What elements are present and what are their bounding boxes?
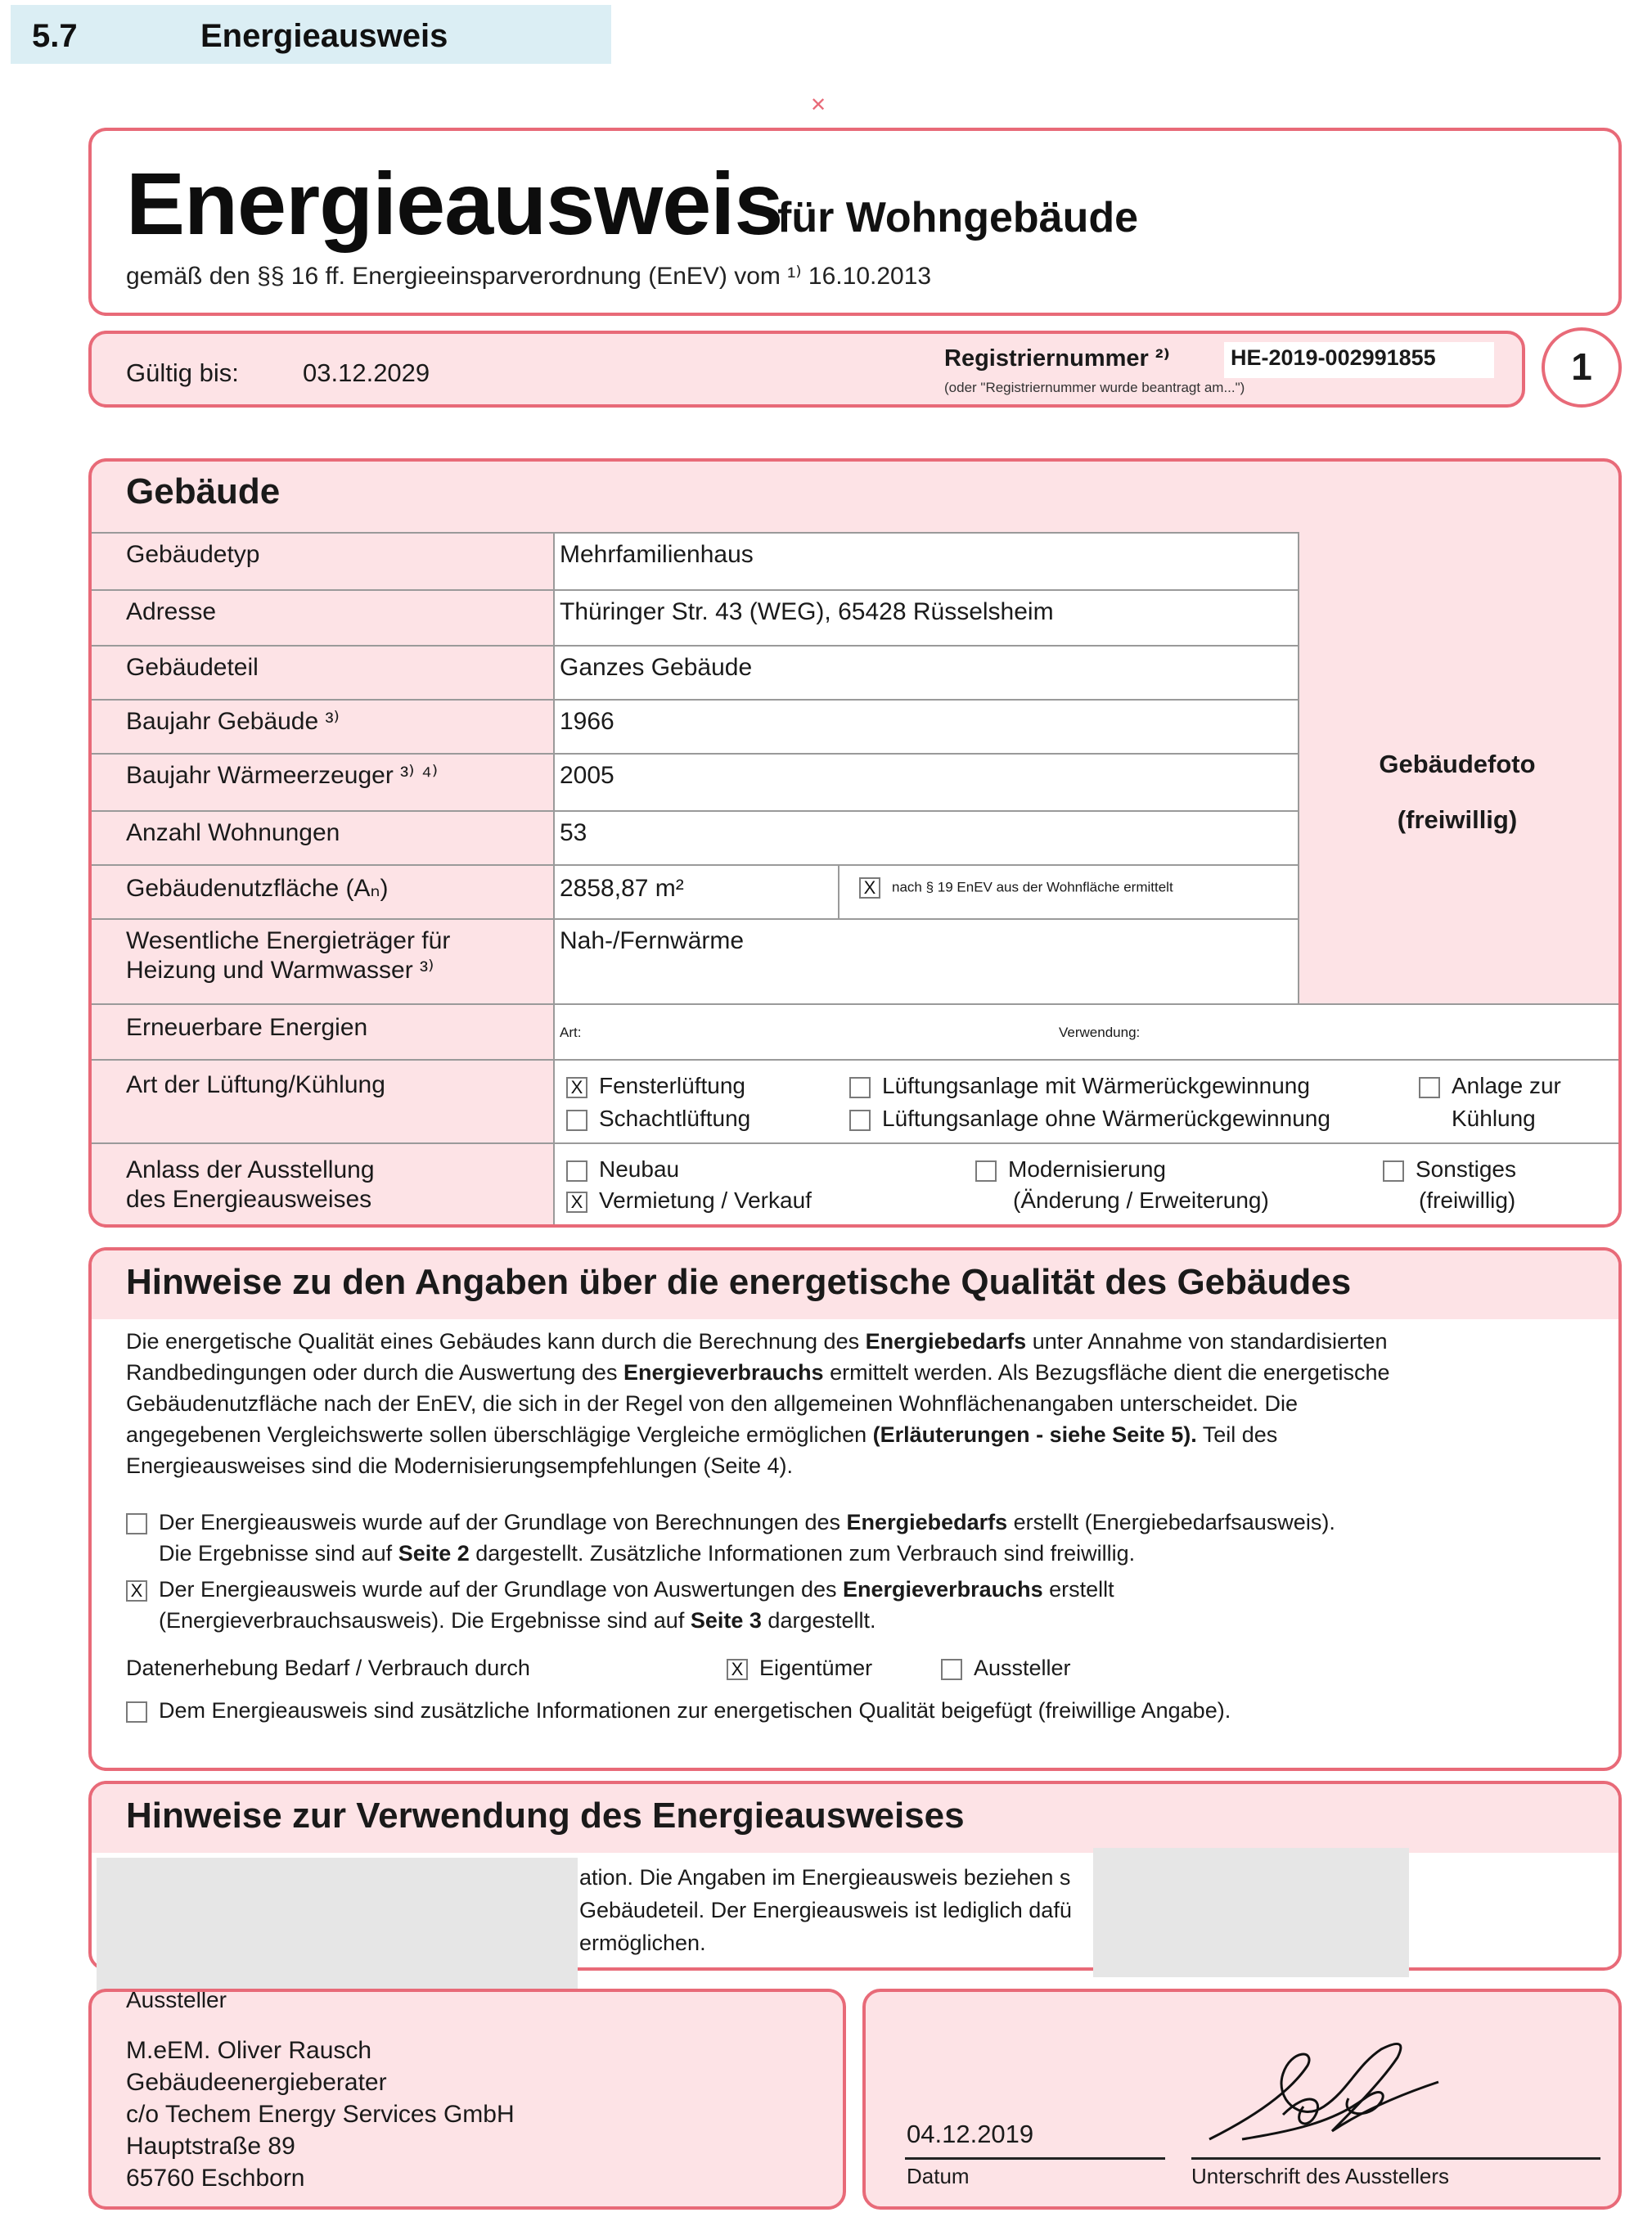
table-row (92, 810, 1298, 846)
vent-window-option[interactable] (566, 1070, 745, 1102)
option-label: Vermietung / Verkauf (599, 1187, 812, 1213)
reason-mod-checkbox[interactable] (975, 1160, 997, 1182)
area-note (859, 877, 1173, 899)
row-label: Gebäudetyp (126, 541, 260, 568)
reason-rent-checkbox[interactable]: X (566, 1192, 587, 1213)
issuer-address (126, 2035, 515, 2194)
option-label: Schachtlüftung (599, 1106, 751, 1131)
signature-box (862, 1989, 1622, 2210)
row-label: Anzahl Wohnungen (126, 819, 340, 846)
row-value: Thüringer Str. 43 (WEG), 65428 Rüsselsheim (560, 598, 1054, 625)
usage-text (579, 1861, 1072, 1959)
building-photo-placeholder (1298, 532, 1617, 1003)
reason-other-option[interactable] (1383, 1154, 1516, 1185)
vent-cooling-option[interactable] (1419, 1070, 1561, 1102)
signature-line (1191, 2157, 1600, 2160)
demand-option-line2: Die Ergebnisse sind auf Seite 2 dargestellt. Zusätzliche Informationen zum Verbrauch sind freiwillig. (159, 1541, 1136, 1566)
reason-label (126, 1156, 375, 1214)
table-row (92, 1142, 1618, 1213)
row-value: 2005 (560, 762, 614, 789)
quality-notes-section (88, 1247, 1622, 1771)
row-label: Baujahr Wärmeerzeuger ³⁾ ⁴⁾ (126, 762, 439, 789)
certificate-title: Energieausweis (126, 154, 783, 253)
consumption-option-line2: (Energieverbrauchsausweis). Die Ergebnisse sind auf Seite 3 dargestellt. (159, 1608, 876, 1633)
date-label: Datum (907, 2164, 970, 2188)
option-label: Fensterlüftung (599, 1073, 745, 1098)
vent-window-checkbox[interactable]: X (566, 1077, 587, 1098)
area-note-text: nach § 19 EnEV aus der Wohnfläche ermittelt (892, 879, 1173, 895)
area-divider (838, 866, 840, 920)
usage-line: Gebäudeteil. Der Energieausweis ist lediglich dafü (579, 1898, 1072, 1922)
row-value: Mehrfamilienhaus (560, 541, 754, 568)
notes-paragraph: Die energetische Qualität eines Gebäudes kann durch die Berechnung des Energiebedarfs unter Annahme von standardisierten Randbedingungen oder durch die Auswertung des Energieverbrauchs ermittelt werden. Als Bezugsfläche dient die energetische Gebäudenutzfläche nach der EnEV, die sich in der Regel von den allgemeinen Wohnflächenangaben unterscheidet. Die angegebenen Vergleichswerte sollen überschlägige Vergleiche ermöglichen (Erläuterungen - siehe Seite 5). Teil des Energieausweises sind die Modernisierungsempfehlungen (Seite 4). (126, 1329, 1390, 1478)
row-value: 1966 (560, 708, 614, 735)
row-value: 2858,87 m² (560, 875, 684, 902)
owner-checkbox[interactable]: X (727, 1659, 748, 1680)
row-value: 53 (560, 819, 587, 846)
ventilation-label: Art der Lüftung/Kühlung (126, 1071, 385, 1098)
extra-info-option[interactable]: Dem Energieausweis sind zusätzliche Informationen zur energetischen Qualität beigefügt (freiwillige Angabe). (126, 1696, 1231, 1726)
photo-optional-label: (freiwillig) (1397, 805, 1518, 834)
vent-cooling-checkbox[interactable] (1419, 1077, 1440, 1098)
reason-new-checkbox[interactable] (566, 1160, 587, 1182)
registration-number: HE-2019-002991855 (1224, 342, 1494, 378)
table-row (92, 645, 1298, 681)
building-table (92, 532, 1618, 1224)
table-row (92, 1003, 1618, 1041)
row-label: Baujahr Gebäude ³⁾ (126, 708, 340, 735)
registration-label: Registriernummer ²⁾ (944, 345, 1170, 372)
section-number: 5.7 (32, 18, 78, 54)
extra-info-checkbox[interactable] (126, 1701, 147, 1723)
renewables-label: Erneuerbare Energien (126, 1014, 368, 1041)
section-title: Energieausweis (200, 18, 448, 54)
usage-line: ermöglichen. (579, 1931, 706, 1955)
vent-heatrec-option[interactable] (849, 1070, 1310, 1102)
issuer-line: Gebäudeenergieberater (126, 2069, 387, 2096)
table-row (92, 753, 1298, 789)
reason-other-checkbox[interactable] (1383, 1160, 1404, 1182)
issuer-box (88, 1989, 846, 2210)
issuer-line: c/o Techem Energy Services GmbH (126, 2101, 515, 2128)
area-checkbox[interactable]: X (859, 877, 880, 899)
redaction-block-right (1093, 1848, 1409, 1977)
reason-new-option[interactable] (566, 1154, 679, 1185)
signature-image (1193, 2016, 1455, 2156)
row-value: Ganzes Gebäude (560, 654, 753, 681)
vent-noheatrec-option[interactable] (849, 1103, 1330, 1134)
regulation-line: gemäß den §§ 16 ff. Energieeinsparverordnung (EnEV) vom ¹⁾ 16.10.2013 (126, 263, 932, 290)
issuer-line: M.eEM. Oliver Rausch (126, 2037, 372, 2064)
issuer-line: 65760 Eschborn (126, 2165, 305, 2192)
row-label: Gebäudeteil (126, 654, 259, 681)
reason-rent-option[interactable] (566, 1185, 812, 1216)
valid-until-date: 03.12.2029 (303, 358, 430, 387)
data-collection-label: Datenerhebung Bedarf / Verbrauch durch (126, 1656, 530, 1680)
building-section (88, 458, 1622, 1228)
table-row (92, 532, 1298, 568)
usage-title: Hinweise zur Verwendung des Energieausweises (126, 1796, 965, 1836)
option-label: Anlage zur (1452, 1073, 1561, 1098)
reason-mod-option[interactable] (975, 1154, 1166, 1185)
signature-label: Unterschrift des Ausstellers (1191, 2164, 1450, 2188)
option-label: (freiwillig) (1419, 1187, 1516, 1213)
registration-hint: (oder "Registriernummer wurde beantragt am...") (944, 380, 1245, 395)
option-label: Lüftungsanlage ohne Wärmerückgewinnung (882, 1106, 1330, 1131)
photo-label: Gebäudefoto (1379, 750, 1536, 778)
energy-label-line: Wesentliche Energieträger für (126, 927, 451, 954)
option-label: Modernisierung (1008, 1156, 1166, 1182)
reason-label-line: Anlass der Ausstellung (126, 1156, 375, 1183)
demand-option[interactable]: Der Energieausweis wurde auf der Grundlage von Berechnungen des Energiebedarfs erstellt (Energiebedarfsausweis). (126, 1507, 1335, 1538)
column-divider (553, 532, 555, 1228)
issuer-option[interactable]: Aussteller (941, 1653, 1071, 1683)
vent-shaft-checkbox[interactable] (566, 1110, 587, 1131)
table-row (92, 1059, 1618, 1131)
owner-option[interactable]: X Eigentümer (727, 1653, 872, 1683)
notes-title: Hinweise zu den Angaben über die energetische Qualität des Gebäudes (126, 1262, 1352, 1302)
renewables-use: Verwendung: (1059, 1025, 1141, 1040)
row-label: Adresse (126, 598, 217, 625)
option-label: Sonstiges (1416, 1156, 1516, 1182)
energy-value: Nah-/Fernwärme (560, 927, 745, 954)
table-row (92, 864, 1298, 902)
validity-box (88, 331, 1525, 408)
vent-heatrec-checkbox[interactable] (849, 1077, 871, 1098)
building-title: Gebäude (126, 471, 281, 511)
issuer-checkbox[interactable] (941, 1659, 962, 1680)
redaction-block-left (97, 1858, 578, 2009)
vent-noheatrec-checkbox[interactable] (849, 1110, 871, 1131)
consumption-checkbox[interactable]: X (126, 1580, 147, 1602)
demand-checkbox[interactable] (126, 1513, 147, 1534)
table-row (92, 699, 1298, 735)
renewables-type: Art: (560, 1025, 582, 1040)
option-label: Kühlung (1452, 1106, 1536, 1131)
top-marker-icon: ✕ (810, 94, 827, 116)
issuer-line: Hauptstraße 89 (126, 2133, 295, 2160)
date-line (905, 2157, 1165, 2160)
certificate-header (88, 128, 1622, 316)
table-row (92, 918, 1298, 984)
issuer-label: Aussteller (126, 1989, 227, 2012)
page-number-badge: 1 (1542, 327, 1622, 408)
energy-label-line: Heizung und Warmwasser ³⁾ (126, 957, 434, 984)
energy-label (126, 926, 450, 985)
row-label: Gebäudenutzfläche (Aₙ) (126, 875, 389, 902)
option-label: Neubau (599, 1156, 680, 1182)
consumption-option[interactable]: X Der Energieausweis wurde auf der Grundlage von Auswertungen des Energieverbrauchs erstellt (126, 1575, 1114, 1605)
vent-shaft-option[interactable] (566, 1103, 750, 1134)
certificate-subtitle: für Wohngebäude (777, 194, 1139, 241)
option-label: (Änderung / Erweiterung) (1013, 1187, 1269, 1213)
option-label: Lüftungsanlage mit Wärmerückgewinnung (882, 1073, 1310, 1098)
reason-label-line: des Energieausweises (126, 1186, 372, 1213)
valid-until-label: Gültig bis: (126, 358, 239, 387)
table-row (92, 589, 1298, 625)
issue-date: 04.12.2019 (907, 2120, 1034, 2148)
section-heading-bar (11, 5, 611, 64)
usage-line: ation. Die Angaben im Energieausweis beziehen s (579, 1865, 1071, 1890)
